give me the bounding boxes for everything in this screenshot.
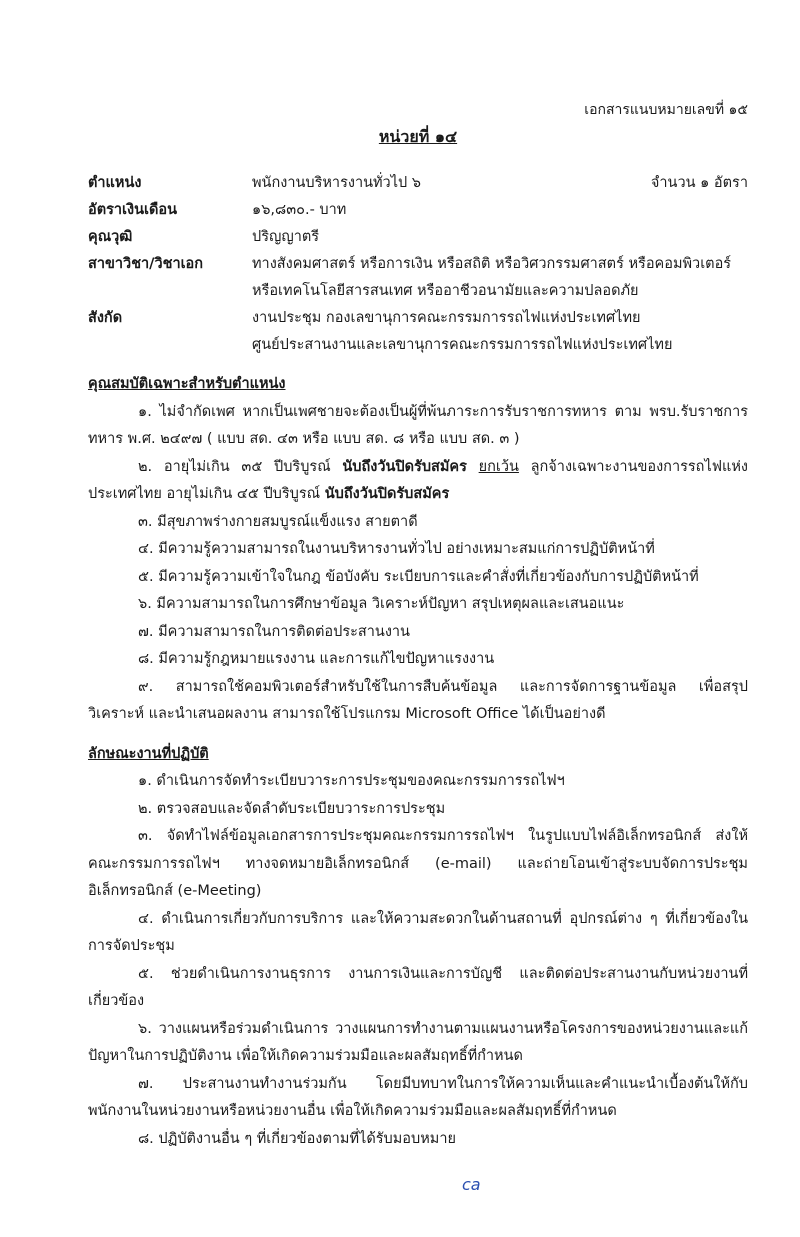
qualifications-section xyxy=(88,371,748,729)
major-line: ทางสังคมศาสตร์ หรือการเงิน หรือสถิติ หรือวิศวกรรมศาสตร์ หรือคอมพิวเตอร์ xyxy=(252,256,732,272)
duty-item: ๖. วางแผนหรือร่วมดำเนินการ วางแผนการทำงานตามแผนงานหรือโครงการของหน่วยงานและแก้ปัญหาในการปฏิบัติงาน เพื่อให้เกิดความร่วมมือและผลสัมฤทธิ์ที่กำหนด xyxy=(88,1020,748,1064)
qualification-item: ๘. มีความรู้กฎหมายแรงงาน และการแก้ไขปัญหาแรงงาน xyxy=(138,651,495,667)
qualification-item: ๖. มีความสามารถในการศึกษาข้อมูล วิเคราะห์ปัญหา สรุปเหตุผลและเสนอแนะ xyxy=(138,596,625,612)
major-line: หรือเทคโนโลยีสารสนเทศ หรืออาชีวอนามัยและความปลอดภัย xyxy=(252,283,639,299)
major-label: สาขาวิชา/วิชาเอก xyxy=(88,256,204,272)
salary-value: ๑๖,๘๓๐.- บาท xyxy=(252,202,347,218)
qualification-item: ๙. สามารถใช้คอมพิวเตอร์สำหรับใช้ในการสืบค้นข้อมูล และการจัดการฐานข้อมูล เพื่อสรุปวิเคราะห์ และนำเสนอผลงาน สามารถใช้โปรแกรม Microsoft Office ได้เป็นอย่างดี xyxy=(88,678,748,722)
degree-row xyxy=(88,224,748,251)
duty-item: ๔. ดำเนินการเกี่ยวกับการบริการ และให้ความสะดวกในด้านสถานที่ อุปกรณ์ต่าง ๆ ที่เกี่ยวข้องในการจัดประชุม xyxy=(88,910,748,954)
emphasis: ยกเว้น xyxy=(478,458,519,475)
emphasis: นับถึงวันปิดรับสมัคร xyxy=(342,458,467,475)
handwritten-initials: ca xyxy=(462,1175,481,1194)
qualification-item: ๕. มีความรู้ความเข้าใจในกฎ ข้อบังคับ ระเบียบการและคำสั่งที่เกี่ยวข้องกับการปฏิบัติหน้าที่ xyxy=(138,568,699,585)
affiliation-line: งานประชุม กองเลขานุการคณะกรรมการรถไฟแห่งประเทศไทย xyxy=(252,310,641,326)
duties-heading: ลักษณะงานที่ปฏิบัติ xyxy=(88,745,209,762)
degree-label: คุณวุฒิ xyxy=(88,229,133,245)
duty-item: ๒. ตรวจสอบและจัดลำดับระเบียบวาระการประชุม xyxy=(138,800,446,817)
position-count: จำนวน ๑ อัตรา xyxy=(650,175,748,191)
qualifications-heading: คุณสมบัติเฉพาะสำหรับตำแหน่ง xyxy=(88,376,286,392)
qualification-item: ๔. มีความรู้ความสามารถในงานบริหารงานทั่วไป อย่างเหมาะสมแก่การปฏิบัติหน้าที่ xyxy=(138,541,655,557)
duties-section xyxy=(88,741,748,1154)
unit-title-text: หน่วยที่ ๑๔ xyxy=(378,127,458,146)
text: ๒. อายุไม่เกิน ๓๕ ปีบริบูรณ์ xyxy=(138,458,343,475)
degree-value: ปริญญาตรี xyxy=(252,229,320,245)
position-info xyxy=(88,170,748,359)
position-label: ตำแหน่ง xyxy=(88,175,142,191)
qualification-item xyxy=(88,454,748,509)
position-row xyxy=(88,170,748,197)
unit-title xyxy=(88,124,748,150)
duty-item: ๓. จัดทำไฟล์ข้อมูลเอกสารการประชุมคณะกรรมการรถไฟฯ ในรูปแบบไฟล์อิเล็กทรอนิกส์ ส่งให้คณะกรรมการรถไฟฯ ทางจดหมายอิเล็กทรอนิกส์ (e-mail) และถ่ายโอนเข้าสู่ระบบจัดการประชุมอิเล็กทรอนิกส์ (e-Meeting) xyxy=(88,828,748,899)
major-row xyxy=(88,251,748,305)
major-value xyxy=(252,251,748,305)
affiliation-row xyxy=(88,305,748,359)
qualification-item: ๓. มีสุขภาพร่างกายสมบูรณ์แข็งแรง สายตาดี xyxy=(138,513,418,530)
duty-item: ๕. ช่วยดำเนินการงานธุรการ งานการเงินและการบัญชี และติดต่อประสานงานกับหน่วยงานที่เกี่ยวข้อง xyxy=(88,965,748,1009)
salary-row xyxy=(88,197,748,224)
attachment-reference: เอกสารแนบหมายเลขที่ ๑๕ xyxy=(584,102,748,118)
text: ลูกจ้างเฉพาะงานของการรถไฟแห่งประเทศไทย อายุไม่เกิน ๔๕ ปีบริบูรณ์ xyxy=(88,458,749,502)
affiliation-value xyxy=(252,305,748,359)
duty-item: ๗. ประสานงานทำงานร่วมกัน โดยมีบทบาทในการให้ความเห็นและคำแนะนำเบื้องต้นให้กับพนักงานในหน่วยงานหรือหน่วยงานอื่น เพื่อให้เกิดความร่วมมือและผลสัมฤทธิ์ที่กำหนด xyxy=(88,1075,748,1119)
duty-item: ๑. ดำเนินการจัดทำระเบียบวาระการประชุมของคณะกรรมการรถไฟฯ xyxy=(138,773,565,789)
affiliation-line: ศูนย์ประสานงานและเลขานุการคณะกรรมการรถไฟแห่งประเทศไทย xyxy=(252,337,673,353)
qualification-item: ๑. ไม่จำกัดเพศ หากเป็นเพศชายจะต้องเป็นผู้ที่พ้นภาระการรับราชการทหาร ตาม พรบ.รับราชการทหาร พ.ศ. ๒๔๙๗ ( แบบ สด. ๔๓ หรือ แบบ สด. ๘ หรือ แบบ สด. ๓ ) xyxy=(88,403,748,447)
position-value: พนักงานบริหารงานทั่วไป ๖ xyxy=(252,175,422,191)
emphasis: นับถึงวันปิดรับสมัคร xyxy=(324,486,450,502)
salary-label: อัตราเงินเดือน xyxy=(88,202,177,218)
qualification-item: ๗. มีความสามารถในการติดต่อประสานงาน xyxy=(138,623,410,640)
affiliation-label: สังกัด xyxy=(88,310,123,326)
duty-item: ๘. ปฏิบัติงานอื่น ๆ ที่เกี่ยวข้องตามที่ได้รับมอบหมาย xyxy=(138,1130,456,1147)
